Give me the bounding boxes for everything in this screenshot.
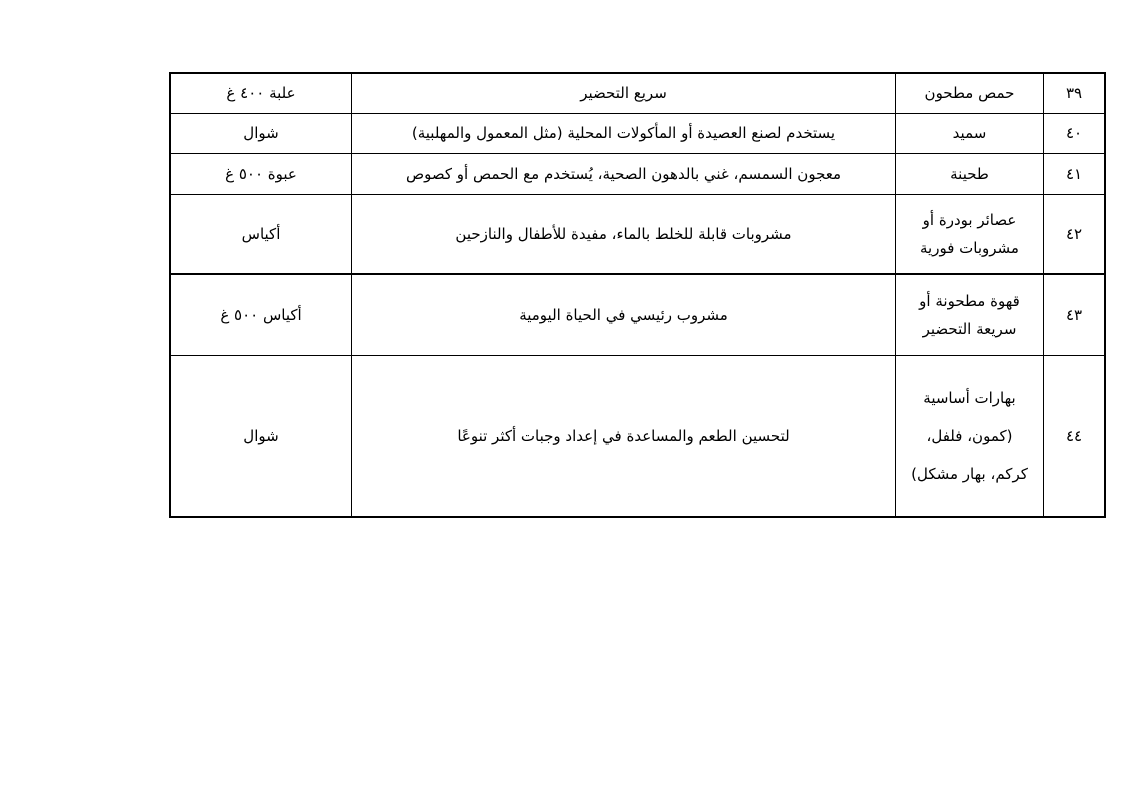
item-packaging: علبة ٤٠٠ غ: [170, 73, 352, 113]
item-name: [896, 274, 1044, 355]
item-name: [896, 355, 1044, 517]
item-description: مشروب رئيسي في الحياة اليومية: [352, 274, 896, 355]
item-description: يستخدم لصنع العصيدة أو المأكولات المحلية (مثل المعمول والمهلبية): [352, 113, 896, 153]
item-name-line: مشروبات فورية: [920, 238, 1019, 257]
item-packaging: شوال: [170, 113, 352, 153]
row-number: ٤٣: [1044, 274, 1106, 355]
item-packaging: أكياس: [170, 194, 352, 274]
table-row: [170, 355, 1105, 517]
item-name-line: (كمون، فلفل،: [926, 426, 1013, 445]
table-row: [170, 113, 1105, 153]
item-name: [896, 153, 1044, 194]
item-description: سريع التحضير: [352, 73, 896, 113]
row-number: ٤٠: [1044, 113, 1106, 153]
table-row: [170, 194, 1105, 274]
item-name: [896, 194, 1044, 274]
item-name-line: عصائر بودرة أو: [922, 210, 1017, 229]
item-description: معجون السمسم، غني بالدهون الصحية، يُستخدم مع الحمص أو كصوص: [352, 153, 896, 194]
item-description: لتحسين الطعم والمساعدة في إعداد وجبات أكثر تنوعًا: [352, 355, 896, 517]
item-packaging: عبوة ٥٠٠ غ: [170, 153, 352, 194]
items-table: [169, 72, 1106, 518]
row-number: ٤١: [1044, 153, 1106, 194]
item-name: [896, 113, 1044, 153]
item-packaging: شوال: [170, 355, 352, 517]
item-name-line: قهوة مطحونة أو: [919, 291, 1020, 310]
item-description: مشروبات قابلة للخلط بالماء، مفيدة للأطفال والنازحين: [352, 194, 896, 274]
item-packaging: أكياس ٥٠٠ غ: [170, 274, 352, 355]
table-row: [170, 153, 1105, 194]
row-number: ٣٩: [1044, 73, 1106, 113]
item-name-line: بهارات أساسية: [923, 388, 1016, 407]
item-name-line: سريعة التحضير: [922, 319, 1017, 338]
item-name-line: سميد: [952, 124, 987, 142]
item-name-line: كركم، بهار مشكل): [911, 464, 1028, 483]
item-name-line: طحينة: [950, 164, 989, 183]
item-name-line: حمص مطحون: [924, 84, 1015, 103]
row-number: ٤٢: [1044, 194, 1106, 274]
table-row: [170, 73, 1105, 113]
table-row: [170, 274, 1105, 355]
item-name: [896, 73, 1044, 113]
row-number: ٤٤: [1044, 355, 1106, 517]
